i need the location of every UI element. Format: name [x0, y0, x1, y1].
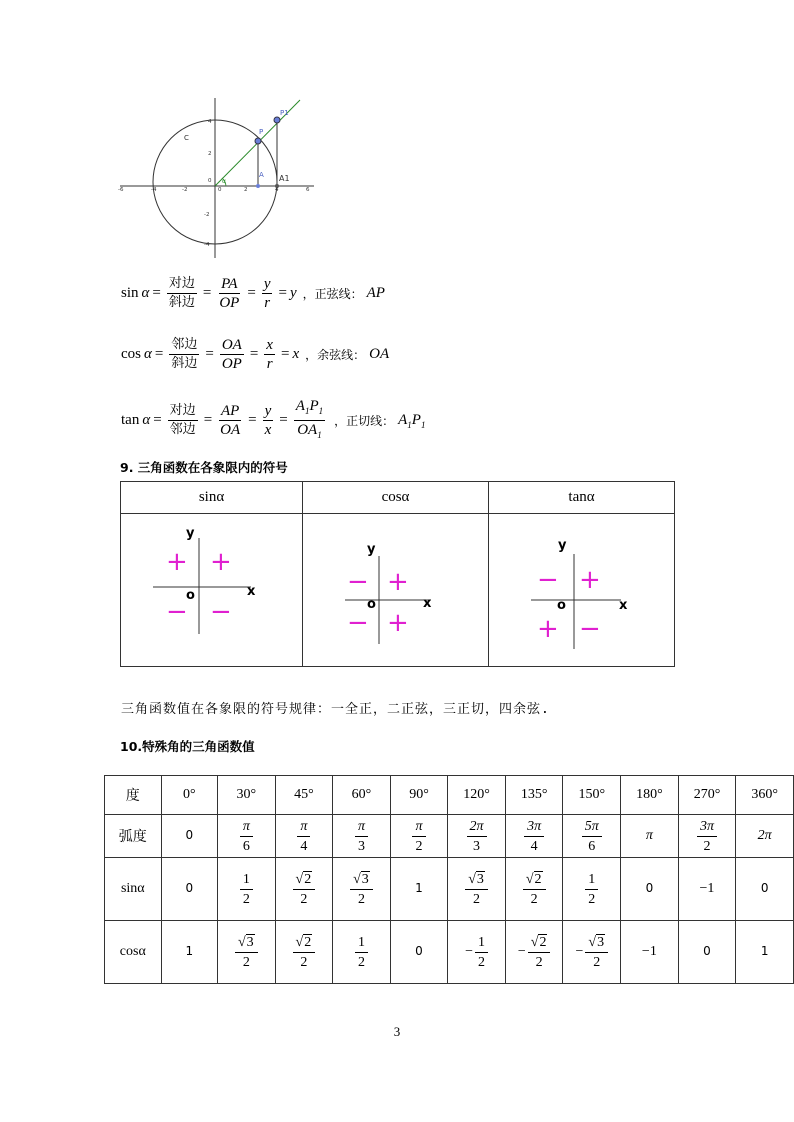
fraction: [355, 818, 368, 855]
fraction: [697, 818, 717, 855]
sqrt: [353, 871, 370, 888]
point-a: [256, 184, 260, 188]
radian-cell: [390, 815, 448, 858]
numerator: [235, 934, 258, 953]
sin-value-cell: [678, 858, 736, 921]
y-tick-label: 2: [208, 151, 212, 157]
x-tick-label: -6: [118, 187, 124, 193]
sign-q2: −: [537, 565, 559, 595]
sign-q4: −: [210, 597, 232, 627]
frac-den: OA: [220, 422, 241, 438]
fraction: [475, 934, 488, 971]
header-cos: cosα: [303, 482, 489, 514]
fraction: [240, 818, 253, 855]
denominator: 2: [242, 891, 250, 907]
row-label: sinα: [105, 858, 162, 921]
denominator: 2: [415, 838, 423, 854]
frac-den: $OA_1$: [297, 422, 322, 440]
header-sin: sinα: [121, 482, 303, 514]
sign-q1: +: [579, 565, 601, 595]
sin-value-cell: [563, 858, 621, 921]
denominator: 2: [473, 891, 481, 907]
fraction: [355, 934, 368, 971]
sqrt-sign: √: [525, 871, 534, 887]
fraction: [297, 818, 310, 855]
origin-label: o: [557, 598, 566, 613]
sqrt: [468, 871, 485, 888]
degree-cell: 270°: [678, 776, 736, 815]
numerator: [528, 934, 551, 953]
frac-den: 斜边: [168, 295, 195, 310]
sin-value-cell: [390, 858, 448, 921]
degree-cell: 180°: [621, 776, 679, 815]
denominator: 2: [530, 891, 538, 907]
frac-num: $A_1P_1$: [294, 398, 325, 421]
numerator: π: [355, 818, 368, 837]
x-axis-label: x: [619, 598, 628, 613]
sqrt-sign: √: [237, 934, 246, 950]
fraction: [467, 818, 487, 855]
degree-cell: 360°: [736, 776, 794, 815]
tan-quadrant-cell: [489, 514, 675, 667]
degree-cell: 60°: [333, 776, 391, 815]
fraction: [412, 818, 425, 855]
radian-cell: [448, 815, 506, 858]
y-axis-label: y: [186, 526, 195, 541]
origin-label: o: [367, 597, 376, 612]
numerator: [585, 934, 608, 953]
fraction: [293, 871, 316, 908]
denominator: 2: [242, 954, 250, 970]
y-tick-label: 0: [208, 178, 212, 184]
y-tick-label: -4: [204, 242, 210, 248]
numerator: 5π: [582, 818, 602, 837]
x-tick-label: 6: [306, 187, 310, 193]
sign-q4: −: [579, 614, 601, 644]
plain-value: 0: [185, 828, 194, 842]
frac-num: 对边: [167, 276, 197, 294]
degree-cell: 120°: [448, 776, 506, 815]
radicand: 3: [361, 871, 369, 887]
result: y: [289, 285, 297, 301]
frac-den: OP: [221, 356, 242, 372]
frac-num: AP: [220, 403, 240, 419]
sin-value-cell: [161, 858, 217, 921]
plain-value: π: [645, 828, 653, 843]
radian-cell: [275, 815, 333, 858]
fraction: [585, 934, 608, 971]
fraction: [293, 934, 316, 971]
denominator: 2: [588, 891, 596, 907]
point-p: [255, 138, 261, 144]
header-tan: tanα: [489, 482, 675, 514]
sqrt-sign: √: [588, 934, 597, 950]
cos-value-cell: [563, 921, 621, 984]
fraction: [524, 818, 544, 855]
denominator: 2: [300, 954, 308, 970]
radian-cell: [505, 815, 563, 858]
cos-value-cell: [333, 921, 391, 984]
degree-cell: 45°: [275, 776, 333, 815]
point-p1: [274, 117, 280, 123]
result: x: [292, 346, 300, 362]
sign-q1: +: [387, 567, 409, 597]
sign-q3: −: [166, 597, 188, 627]
row-label: 弧度: [105, 815, 162, 858]
plain-value: 1: [185, 944, 194, 958]
sin-value-cell: [505, 858, 563, 921]
sin-row: [105, 858, 794, 921]
frac-num: OA: [221, 337, 242, 353]
frac-den: r: [264, 295, 271, 311]
radian-row: [105, 815, 794, 858]
quadrant-sign-table: [120, 481, 675, 667]
degree-cell: 30°: [218, 776, 276, 815]
radicand: 3: [246, 934, 254, 950]
radian-cell: [563, 815, 621, 858]
denominator: 2: [357, 954, 365, 970]
sin-value-cell: [621, 858, 679, 921]
fraction: [523, 871, 546, 908]
label-a: A: [259, 171, 264, 179]
radicand: 3: [476, 871, 484, 887]
section-10-heading: 10.特殊角的三角函数值: [120, 739, 255, 754]
sqrt-sign: √: [295, 871, 304, 887]
degree-cell: 150°: [563, 776, 621, 815]
cos-value-cell: [736, 921, 794, 984]
origin-label: o: [186, 588, 195, 603]
minus-sign: −: [465, 944, 473, 960]
cos-value-cell: [161, 921, 217, 984]
cos-formula: cos α = $\frac{\text{邻边}}{\text{斜边}}$ = $\frac{OA}{OP}$ = $\frac{x}{r}$ = x ，余弦线： OA: [121, 337, 390, 372]
sqrt: [531, 934, 548, 951]
x-tick-label: 4: [275, 187, 279, 193]
numerator: [523, 871, 546, 890]
unit-circle-figure: [118, 98, 318, 260]
label-a1: A1: [279, 174, 290, 183]
frac-num: y: [264, 403, 272, 419]
fraction: [350, 871, 373, 908]
cos-value-cell: [678, 921, 736, 984]
sqrt: [588, 934, 605, 951]
x-tick-label: -2: [182, 187, 188, 193]
var-alpha: α: [144, 346, 152, 362]
sign-q4: +: [387, 608, 409, 638]
denominator: 2: [593, 954, 601, 970]
numerator: [350, 871, 373, 890]
x-tick-label: 0: [218, 187, 222, 193]
numerator: 3π: [524, 818, 544, 837]
page-number: 3: [393, 1024, 401, 1039]
plain-value: 0: [415, 944, 423, 958]
plain-value: −1: [641, 944, 657, 959]
frac-den: 斜边: [171, 356, 198, 371]
frac-num: y: [263, 276, 271, 292]
fn-name: tan: [121, 412, 140, 428]
sqrt-sign: √: [468, 871, 476, 887]
radian-cell: [736, 815, 794, 858]
row-label: cosα: [105, 921, 162, 984]
sqrt: [296, 934, 313, 951]
radian-cell: [218, 815, 276, 858]
frac-num: 对边: [168, 403, 198, 421]
plain-value: 1: [415, 881, 423, 895]
fn-name: cos: [121, 346, 141, 362]
plain-value: 0: [703, 944, 711, 958]
radian-cell: [678, 815, 736, 858]
sin-value-cell: [333, 858, 391, 921]
numerator: 1: [355, 934, 368, 953]
tan-formula: tan α = $\frac{\text{对边}}{\text{邻边}}$ = $\frac{AP}{OA}$ = $\frac{y}{x}$ = $\frac{A_1P_1}{OA_1}$ ，正切线： $A_1P_1$: [121, 398, 425, 443]
plain-value: 0: [185, 881, 194, 895]
sign-q1: +: [210, 547, 232, 577]
radicand: 2: [304, 934, 312, 950]
plain-value: 2π: [757, 828, 772, 843]
denominator: 4: [530, 838, 538, 854]
denominator: 6: [242, 838, 250, 854]
row-label: 度: [105, 776, 162, 815]
frac-den: r: [266, 356, 273, 372]
cos-value-cell: [448, 921, 506, 984]
y-tick-label: 4: [208, 119, 212, 125]
numerator: 1: [240, 871, 253, 890]
degree-row: [105, 776, 794, 815]
cos-value-cell: [218, 921, 276, 984]
sin-quadrant-cell: [121, 514, 303, 667]
minus-sign: −: [575, 944, 584, 960]
sin-value-cell: [736, 858, 794, 921]
sin-formula: sin α = $\frac{\text{对边}}{\text{斜边}}$ = $\frac{PA}{OP}$ = $\frac{y}{r}$ = y ，正弦线： AP: [121, 276, 385, 311]
note-text: ，正弦线：: [302, 287, 363, 301]
radicand: 2: [534, 871, 542, 887]
denominator: 2: [703, 838, 711, 854]
denominator: 3: [473, 838, 481, 854]
cos-value-cell: [505, 921, 563, 984]
x-axis-label: x: [423, 596, 432, 611]
radian-cell: [621, 815, 679, 858]
sin-value-cell: [275, 858, 333, 921]
plain-value: 1: [760, 944, 769, 958]
sign-rule-text: 三角函数值在各象限的符号规律：一全正，二正弦，三正切，四余弦.: [121, 702, 550, 717]
sqrt-sign: √: [295, 934, 304, 950]
cos-value-cell: [275, 921, 333, 984]
line-name: AP: [366, 285, 385, 301]
numerator: [293, 871, 316, 890]
sqrt: [238, 934, 255, 951]
radicand: 3: [597, 934, 605, 950]
note-text: ，正切线：: [334, 414, 395, 428]
section-9-heading: 9. 三角函数在各象限内的符号: [120, 460, 288, 475]
plain-value: 0: [645, 881, 654, 895]
axes: [121, 514, 302, 666]
label-alpha: α: [222, 178, 226, 185]
line-name: $A_1P_1$: [398, 411, 426, 430]
denominator: 2: [357, 891, 365, 907]
degree-cell: 0°: [161, 776, 217, 815]
special-angle-table: [104, 775, 794, 984]
sqrt: [296, 871, 313, 888]
numerator: [293, 934, 316, 953]
sign-q2: +: [166, 547, 188, 577]
denominator: 3: [357, 838, 365, 854]
denominator: 2: [535, 954, 543, 970]
cos-quadrant-cell: [303, 514, 489, 667]
sign-q3: +: [537, 614, 559, 644]
frac-den: x: [264, 422, 272, 438]
var-alpha: α: [142, 412, 151, 428]
frac-num: 邻边: [169, 337, 199, 355]
fraction: [235, 934, 258, 971]
frac-den: OP: [219, 295, 240, 311]
line-name: OA: [369, 346, 390, 362]
cos-row: [105, 921, 794, 984]
denominator: 2: [300, 891, 308, 907]
numerator: π: [412, 818, 425, 837]
sin-value-cell: [448, 858, 506, 921]
degree-cell: 90°: [390, 776, 448, 815]
cos-value-cell: [621, 921, 679, 984]
y-axis-label: y: [367, 542, 376, 557]
label-p: P: [259, 128, 264, 136]
y-tick-label: -2: [204, 212, 210, 218]
sqrt: [526, 871, 543, 888]
denominator: 2: [478, 954, 485, 970]
denominator: 4: [300, 838, 308, 854]
label-c: C: [184, 134, 189, 142]
radicand: 2: [304, 871, 312, 887]
label-p1: P1: [280, 109, 289, 117]
sign-q3: −: [347, 608, 369, 638]
plain-value: −1: [699, 881, 715, 896]
radian-cell: [161, 815, 217, 858]
numerator: π: [297, 818, 310, 837]
denominator: 6: [588, 838, 596, 854]
degree-cell: 135°: [505, 776, 563, 815]
fraction: [585, 871, 598, 908]
minus-sign: −: [517, 944, 526, 960]
sign-q2: −: [347, 567, 369, 597]
sqrt-sign: √: [530, 934, 539, 950]
plain-value: 0: [760, 881, 769, 895]
fraction: [582, 818, 602, 855]
sin-value-cell: [218, 858, 276, 921]
numerator: 2π: [467, 818, 487, 837]
frac-num: PA: [221, 276, 238, 292]
frac-den: 邻边: [169, 422, 196, 437]
radicand: 2: [539, 934, 547, 950]
numerator: [465, 871, 488, 890]
note-text: ，余弦线：: [305, 348, 366, 362]
numerator: 1: [475, 934, 488, 953]
radian-cell: [333, 815, 391, 858]
fraction: [465, 871, 488, 908]
numerator: 3π: [697, 818, 717, 837]
numerator: 1: [585, 871, 598, 890]
fraction: [528, 934, 551, 971]
x-tick-label: 2: [244, 187, 248, 193]
fn-name: sin: [121, 285, 139, 301]
numerator: π: [240, 818, 253, 837]
x-tick-label: -4: [151, 187, 157, 193]
y-axis-label: y: [558, 538, 567, 553]
x-axis-label: x: [247, 584, 256, 599]
sqrt-sign: √: [353, 871, 361, 887]
var-alpha: α: [141, 285, 150, 301]
fraction: [240, 871, 253, 908]
cos-value-cell: [390, 921, 448, 984]
frac-num: x: [266, 337, 273, 353]
